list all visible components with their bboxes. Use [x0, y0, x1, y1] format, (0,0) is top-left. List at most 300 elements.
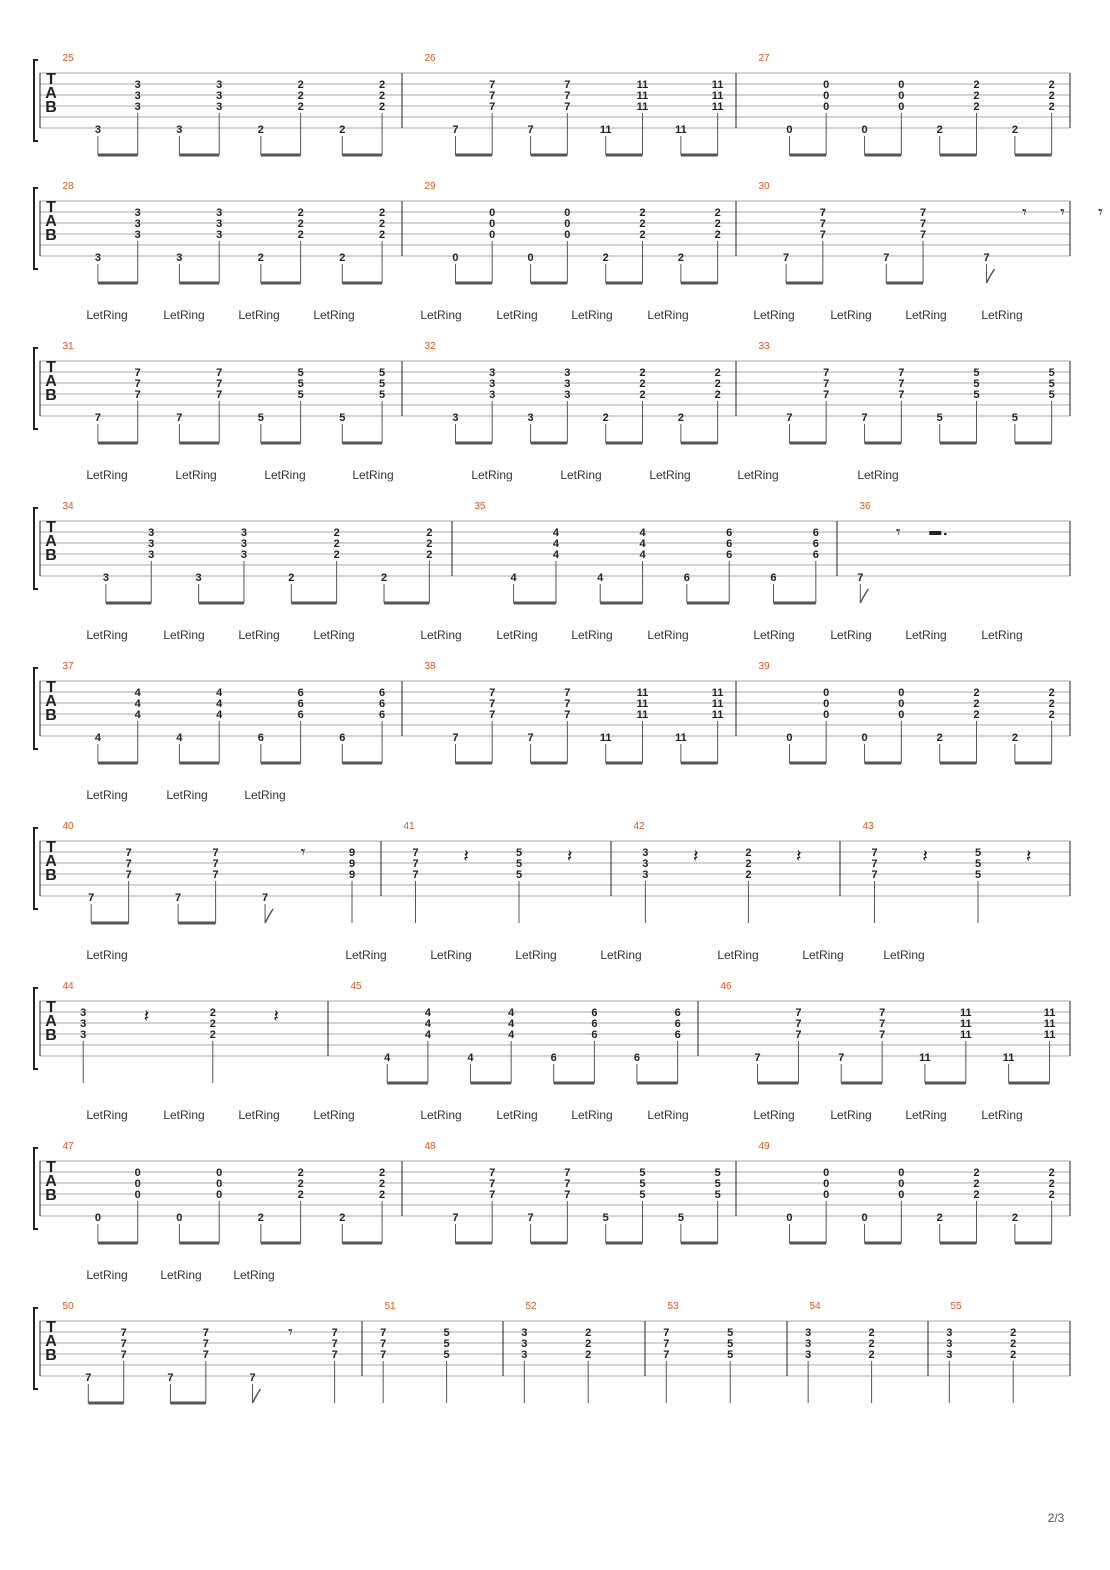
fret-number: 6: [726, 538, 733, 550]
measure-number: 43: [862, 821, 874, 832]
fret-number: 2: [426, 538, 433, 550]
fret-number: 2: [379, 1167, 386, 1179]
let-ring-label: LetRing: [352, 468, 394, 482]
fret-number: 7: [527, 1212, 534, 1224]
measure-number: 34: [62, 501, 74, 512]
quarter-rest-icon: 𝄽: [143, 1006, 150, 1027]
page-number: 2/3: [1047, 1511, 1065, 1525]
fret-number: 2: [677, 412, 684, 424]
fret-number: 2: [379, 79, 386, 91]
fret-number: 2: [745, 858, 752, 870]
system-bracket: [34, 188, 38, 269]
fret-number: 3: [452, 412, 459, 424]
fret-number: 2: [936, 732, 943, 744]
fret-number: 6: [339, 732, 346, 744]
let-ring-label: LetRing: [515, 948, 557, 962]
fret-number: 0: [823, 698, 830, 710]
tab-clef-a: A: [45, 213, 57, 230]
fret-number: 0: [786, 1212, 793, 1224]
fret-number: 2: [288, 572, 295, 584]
quarter-rest-icon: 𝄽: [463, 846, 469, 867]
fret-number: 6: [591, 1007, 598, 1019]
fret-number: 0: [564, 218, 571, 230]
fret-number: 4: [384, 1052, 391, 1064]
tab-clef-a: A: [45, 85, 57, 102]
let-ring-label: LetRing: [86, 468, 128, 482]
fret-number: 2: [333, 527, 340, 539]
fret-number: 3: [489, 389, 496, 401]
fret-number: 2: [714, 378, 721, 390]
fret-number: 5: [379, 378, 386, 390]
fret-number: 7: [754, 1052, 761, 1064]
fret-number: 2: [209, 1018, 216, 1030]
fret-number: 2: [297, 79, 304, 91]
eighth-flag-icon: [265, 909, 273, 923]
fret-number: 11: [960, 1007, 972, 1019]
fret-number: 3: [489, 367, 496, 379]
quarter-rest-icon: 𝄽: [796, 846, 802, 867]
fret-number: 2: [973, 101, 980, 113]
fret-number: 2: [339, 124, 346, 136]
fret-number: 5: [379, 367, 386, 379]
tab-clef-b: B: [45, 387, 57, 404]
let-ring-label: LetRing: [345, 948, 387, 962]
tab-clef-a: A: [45, 533, 57, 550]
fret-number: 3: [134, 90, 141, 102]
fret-number: 2: [639, 218, 646, 230]
fret-number: 0: [898, 90, 905, 102]
fret-number: 0: [786, 124, 793, 136]
fret-number: 7: [489, 1167, 496, 1179]
system-bracket: [34, 828, 38, 909]
measure-number: 31: [62, 341, 74, 352]
fret-number: 2: [379, 218, 386, 230]
fret-number: 7: [883, 252, 890, 264]
let-ring-label: LetRing: [905, 308, 947, 322]
fret-number: 4: [639, 549, 646, 561]
fret-number: 0: [898, 1189, 905, 1201]
fret-number: 7: [919, 218, 927, 230]
let-ring-label: LetRing: [905, 628, 947, 642]
fret-number: 3: [240, 549, 248, 561]
fret-number: 2: [257, 124, 264, 136]
fret-number: 11: [711, 698, 724, 710]
fret-number: 2: [868, 1349, 875, 1361]
fret-number: 7: [783, 252, 790, 264]
fret-number: 0: [94, 1212, 101, 1224]
fret-number: 3: [564, 378, 571, 390]
fret-number: 7: [489, 79, 496, 91]
tab-clef-b: B: [45, 707, 57, 724]
half-rest-icon: [929, 531, 941, 535]
fret-number: 4: [134, 687, 141, 699]
fret-number: 5: [443, 1327, 450, 1339]
tab-clef-b: B: [45, 99, 57, 116]
eighth-flag-icon: [253, 1389, 261, 1403]
fret-number: 0: [489, 218, 496, 230]
dot-icon: [944, 533, 947, 536]
fret-number: 4: [510, 572, 517, 584]
fret-number: 5: [639, 1189, 646, 1201]
fret-number: 3: [148, 527, 155, 539]
measure-number: 35: [474, 501, 486, 512]
eighth-rest-icon: 𝄾: [1022, 202, 1027, 223]
tab-clef-t: T: [46, 359, 56, 376]
fret-number: 4: [639, 538, 646, 550]
fret-number: 5: [714, 1178, 721, 1190]
fret-number: 4: [597, 572, 604, 584]
fret-number: 7: [564, 1167, 571, 1179]
fret-number: 6: [591, 1029, 598, 1041]
fret-number: 0: [786, 732, 793, 744]
measure-number: 54: [809, 1301, 821, 1312]
fret-number: 2: [745, 847, 752, 859]
fret-number: 3: [240, 538, 248, 550]
fret-number: 6: [297, 698, 304, 710]
fret-number: 4: [94, 732, 101, 744]
fret-number: 4: [508, 1018, 515, 1030]
fret-number: 5: [974, 858, 982, 870]
fret-number: 2: [973, 79, 980, 91]
fret-number: 3: [134, 79, 141, 91]
fret-number: 3: [134, 207, 141, 219]
fret-number: 7: [527, 732, 534, 744]
measure-number: 26: [424, 53, 436, 64]
fret-number: 6: [297, 709, 304, 721]
fret-number: 4: [508, 1029, 515, 1041]
tab-clef-b: B: [45, 867, 57, 884]
measure-number: 30: [758, 181, 770, 192]
let-ring-label: LetRing: [717, 948, 759, 962]
fret-number: 7: [331, 1327, 338, 1339]
fret-number: 7: [216, 367, 223, 379]
fret-number: 7: [212, 847, 219, 859]
fret-number: 0: [216, 1178, 223, 1190]
fret-number: 0: [489, 229, 496, 241]
measure-number: 49: [758, 1141, 770, 1152]
fret-number: 7: [380, 1349, 387, 1361]
fret-number: 2: [1048, 698, 1055, 710]
fret-number: 7: [879, 1029, 886, 1041]
measure-number: 25: [62, 53, 74, 64]
fret-number: 2: [297, 207, 304, 219]
fret-number: 5: [677, 1212, 684, 1224]
fret-number: 11: [1043, 1029, 1056, 1041]
fret-number: 4: [424, 1007, 431, 1019]
fret-number: 2: [714, 207, 721, 219]
fret-number: 2: [973, 698, 980, 710]
fret-number: 7: [898, 367, 905, 379]
measure-number: 28: [62, 181, 74, 192]
fret-number: 2: [714, 367, 721, 379]
fret-number: 7: [489, 1189, 496, 1201]
fret-number: 0: [134, 1178, 141, 1190]
fret-number: 7: [871, 869, 878, 881]
let-ring-label: LetRing: [981, 308, 1023, 322]
measure-number: 32: [424, 341, 436, 352]
system-bracket: [34, 348, 38, 429]
fret-number: 4: [216, 687, 223, 699]
fret-number: 5: [973, 367, 980, 379]
fret-number: 6: [770, 572, 777, 584]
fret-number: 2: [585, 1338, 592, 1350]
fret-number: 5: [515, 869, 523, 881]
fret-number: 0: [823, 90, 830, 102]
fret-number: 7: [120, 1327, 127, 1339]
fret-number: 11: [675, 732, 687, 744]
measure-number: 51: [384, 1301, 396, 1312]
quarter-rest-icon: 𝄽: [273, 1006, 279, 1027]
fret-number: 0: [823, 709, 830, 721]
fret-number: 2: [209, 1029, 216, 1041]
fret-number: 2: [1048, 687, 1055, 699]
fret-number: 3: [134, 229, 141, 241]
measure-number: 29: [424, 181, 436, 192]
fret-number: 7: [134, 367, 141, 379]
fret-number: 9: [348, 847, 356, 859]
let-ring-label: LetRing: [753, 628, 795, 642]
fret-number: 7: [167, 1372, 174, 1384]
fret-number: 4: [552, 527, 560, 539]
fret-number: 7: [134, 389, 141, 401]
tab-clef-t: T: [46, 71, 56, 88]
let-ring-label: LetRing: [471, 468, 513, 482]
fret-number: 4: [216, 709, 223, 721]
fret-number: 2: [677, 252, 684, 264]
fret-number: 5: [515, 858, 523, 870]
fret-number: 2: [973, 687, 980, 699]
fret-number: 7: [663, 1349, 670, 1361]
fret-number: 0: [564, 207, 571, 219]
measure-number: 50: [62, 1301, 74, 1312]
fret-number: 3: [216, 101, 223, 113]
fret-number: 3: [805, 1327, 812, 1339]
fret-number: 6: [297, 687, 304, 699]
fret-number: 7: [819, 229, 826, 241]
measure-number: 33: [758, 341, 770, 352]
tab-clef-a: A: [45, 693, 57, 710]
fret-number: 2: [297, 1189, 304, 1201]
fret-number: 0: [823, 101, 830, 113]
fret-number: 2: [1010, 1327, 1017, 1339]
fret-number: 6: [674, 1007, 681, 1019]
let-ring-label: LetRing: [238, 1108, 280, 1122]
eighth-rest-icon: 𝄾: [1098, 202, 1103, 223]
system-bracket: [34, 1148, 38, 1229]
fret-number: 11: [675, 124, 687, 136]
tab-clef-t: T: [46, 519, 56, 536]
fret-number: 7: [85, 1372, 92, 1384]
fret-number: 9: [348, 858, 356, 870]
fret-number: 7: [331, 1349, 338, 1361]
let-ring-label: LetRing: [86, 1268, 128, 1282]
fret-number: 0: [216, 1167, 223, 1179]
fret-number: 0: [564, 229, 571, 241]
fret-number: 2: [585, 1327, 592, 1339]
fret-number: 5: [443, 1338, 450, 1350]
let-ring-label: LetRing: [737, 468, 779, 482]
fret-number: 5: [727, 1349, 734, 1361]
tab-clef-a: A: [45, 373, 57, 390]
fret-number: 3: [216, 229, 223, 241]
fret-number: 0: [898, 698, 905, 710]
fret-number: 0: [898, 1167, 905, 1179]
fret-number: 11: [1043, 1018, 1056, 1030]
fret-number: 4: [424, 1018, 431, 1030]
fret-number: 11: [711, 709, 724, 721]
fret-number: 3: [134, 101, 141, 113]
fret-number: 2: [973, 1167, 980, 1179]
fret-number: 11: [711, 79, 724, 91]
let-ring-label: LetRing: [830, 1108, 872, 1122]
fret-number: 5: [515, 847, 523, 859]
fret-number: 3: [642, 858, 649, 870]
fret-number: 2: [1048, 101, 1055, 113]
fret-number: 7: [919, 229, 927, 241]
fret-number: 0: [898, 101, 905, 113]
fret-number: 2: [639, 229, 646, 241]
fret-number: 7: [212, 869, 219, 881]
fret-number: 5: [714, 1167, 721, 1179]
fret-number: 0: [861, 1212, 868, 1224]
tab-clef-b: B: [45, 1347, 57, 1364]
fret-number: 2: [297, 1167, 304, 1179]
fret-number: 7: [120, 1338, 127, 1350]
fret-number: 7: [819, 218, 826, 230]
measure-number: 55: [950, 1301, 962, 1312]
fret-number: 7: [983, 252, 990, 264]
let-ring-label: LetRing: [313, 308, 355, 322]
fret-number: 7: [564, 79, 571, 91]
fret-number: 3: [216, 90, 223, 102]
fret-number: 6: [674, 1029, 681, 1041]
fret-number: 3: [489, 378, 496, 390]
fret-number: 7: [249, 1372, 256, 1384]
system-bracket: [34, 988, 38, 1069]
measure-number: 53: [667, 1301, 679, 1312]
let-ring-label: LetRing: [233, 1268, 275, 1282]
fret-number: 5: [1048, 367, 1055, 379]
fret-number: 5: [257, 412, 264, 424]
fret-number: 0: [489, 207, 496, 219]
fret-number: 2: [1011, 732, 1018, 744]
fret-number: 2: [339, 252, 346, 264]
fret-number: 2: [973, 1178, 980, 1190]
let-ring-label: LetRing: [647, 628, 689, 642]
eighth-rest-icon: 𝄾: [300, 842, 306, 863]
fret-number: 2: [1048, 1167, 1055, 1179]
fret-number: 7: [412, 847, 419, 859]
fret-number: 7: [898, 378, 905, 390]
fret-number: 0: [823, 79, 830, 91]
tab-clef-t: T: [46, 999, 56, 1016]
let-ring-label: LetRing: [753, 1108, 795, 1122]
fret-number: 3: [148, 538, 155, 550]
fret-number: 7: [88, 892, 95, 904]
fret-number: 2: [1010, 1349, 1017, 1361]
fret-number: 6: [550, 1052, 557, 1064]
fret-number: 5: [443, 1349, 450, 1361]
fret-number: 5: [714, 1189, 721, 1201]
fret-number: 3: [80, 1007, 87, 1019]
fret-number: 3: [642, 847, 649, 859]
fret-number: 2: [1010, 1338, 1017, 1350]
fret-number: 4: [467, 1052, 474, 1064]
fret-number: 7: [489, 698, 496, 710]
fret-number: 2: [1048, 1189, 1055, 1201]
fret-number: 5: [974, 847, 982, 859]
let-ring-label: LetRing: [802, 948, 844, 962]
eighth-rest-icon: 𝄾: [895, 522, 901, 543]
fret-number: 7: [452, 124, 459, 136]
fret-number: 7: [564, 687, 571, 699]
let-ring-label: LetRing: [830, 628, 872, 642]
fret-number: 2: [868, 1338, 875, 1350]
fret-number: 11: [1043, 1007, 1056, 1019]
fret-number: 0: [898, 709, 905, 721]
fret-number: 3: [148, 549, 155, 561]
fret-number: 3: [642, 869, 649, 881]
fret-number: 7: [564, 1178, 571, 1190]
fret-number: 5: [973, 389, 980, 401]
fret-number: 7: [823, 389, 830, 401]
let-ring-label: LetRing: [264, 468, 306, 482]
let-ring-label: LetRing: [647, 308, 689, 322]
fret-number: 2: [714, 218, 721, 230]
fret-number: 7: [795, 1007, 802, 1019]
quarter-rest-icon: 𝄽: [692, 846, 699, 867]
fret-number: 3: [216, 207, 223, 219]
let-ring-label: LetRing: [420, 1108, 462, 1122]
fret-number: 7: [663, 1327, 670, 1339]
fret-number: 7: [452, 1212, 459, 1224]
fret-number: 2: [257, 252, 264, 264]
fret-number: 0: [216, 1189, 223, 1201]
fret-number: 2: [602, 252, 609, 264]
fret-number: 2: [639, 207, 646, 219]
eighth-rest-icon: 𝄾: [1060, 202, 1065, 223]
measure-number: 39: [758, 661, 770, 672]
measure-number: 38: [424, 661, 436, 672]
let-ring-label: LetRing: [166, 788, 208, 802]
let-ring-label: LetRing: [571, 628, 613, 642]
fret-number: 2: [297, 229, 304, 241]
measure-number: 42: [633, 821, 645, 832]
fret-number: 2: [379, 1178, 386, 1190]
fret-number: 5: [974, 869, 982, 881]
fret-number: 7: [120, 1349, 127, 1361]
fret-number: 3: [521, 1338, 528, 1350]
tab-clef-b: B: [45, 227, 57, 244]
fret-number: 7: [134, 378, 141, 390]
fret-number: 3: [134, 218, 141, 230]
fret-number: 7: [176, 412, 183, 424]
let-ring-label: LetRing: [981, 1108, 1023, 1122]
fret-number: 7: [452, 732, 459, 744]
fret-number: 7: [919, 207, 927, 219]
fret-number: 11: [636, 90, 649, 102]
fret-number: 7: [879, 1018, 886, 1030]
measure-number: 48: [424, 1141, 436, 1152]
fret-number: 7: [795, 1029, 802, 1041]
fret-number: 3: [946, 1349, 953, 1361]
fret-number: 5: [639, 1178, 646, 1190]
quarter-rest-icon: 𝄽: [1025, 846, 1032, 867]
fret-number: 11: [636, 101, 649, 113]
fret-number: 6: [674, 1018, 681, 1030]
fret-number: 7: [823, 378, 830, 390]
fret-number: 5: [727, 1338, 734, 1350]
